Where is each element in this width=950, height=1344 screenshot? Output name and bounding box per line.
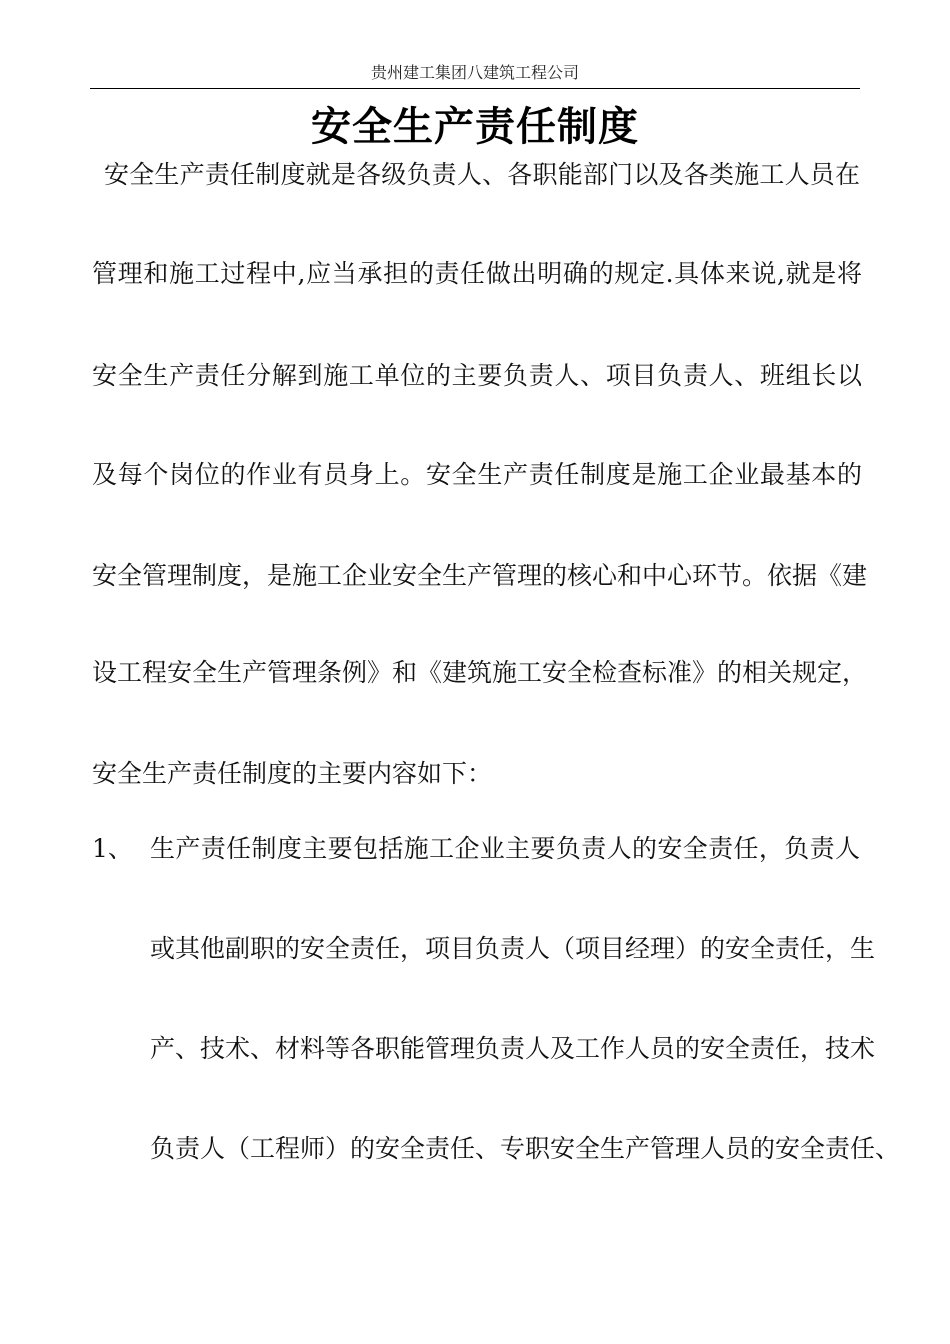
list-item-number: 1、 (92, 834, 133, 863)
paragraph-line: 安全生产责任制度就是各级负责人、各职能部门以及各类施工人员在 (104, 160, 860, 189)
list-item-line: 负责人（工程师）的安全责任、专职安全生产管理人员的安全责任、 (150, 1134, 901, 1163)
paragraph-line: 及每个岗位的作业有员身上。安全生产责任制度是施工企业最基本的 (92, 460, 862, 489)
document-title: 安全生产责任制度 (311, 103, 639, 150)
paragraph-line: 安全管理制度，是施工企业安全生产管理的核心和中心环节。依据《建 (92, 561, 868, 590)
list-item-line: 或其他副职的安全责任，项目负责人（项目经理）的安全责任，生 (150, 934, 876, 963)
paragraph-line: 管理和施工过程中,应当承担的责任做出明确的规定.具体来说,就是将 (92, 259, 862, 288)
header-divider (90, 88, 860, 89)
list-item-line: 产、技术、材料等各职能管理负责人及工作人员的安全责任，技术 (150, 1034, 876, 1063)
paragraph-line: 安全生产责任分解到施工单位的主要负责人、项目负责人、班组长以 (92, 361, 862, 390)
paragraph-line: 设工程安全生产管理条例》和《建筑施工安全检查标准》的相关规定， (92, 658, 868, 687)
paragraph-line: 安全生产责任制度的主要内容如下： (92, 759, 493, 788)
page-header-company: 贵州建工集团八建筑工程公司 (370, 63, 579, 82)
list-item-line: 生产责任制度主要包括施工企业主要负责人的安全责任，负责人 (150, 834, 860, 863)
